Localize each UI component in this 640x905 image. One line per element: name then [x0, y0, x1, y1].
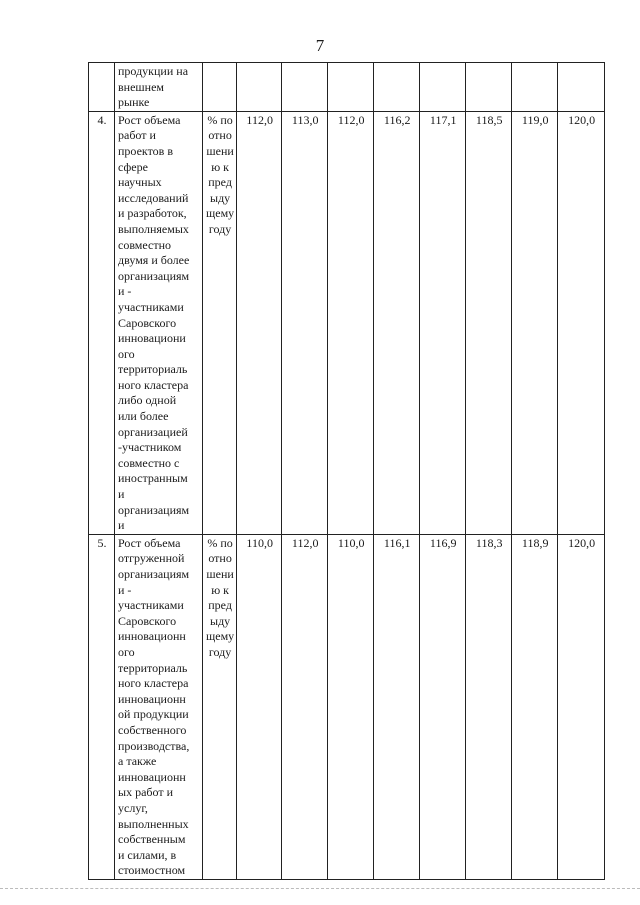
value-cell: 112,0 [237, 111, 282, 534]
unit-line: ыду [210, 190, 231, 205]
value-cell: 116,2 [374, 111, 420, 534]
indicator-name-line: территориаль [118, 660, 188, 675]
indicator-name-line: участниками [118, 299, 184, 314]
indicator-name-line: организацией [118, 424, 188, 439]
indicator-name-cell [115, 111, 203, 534]
indicator-name-line: продукции на [118, 64, 189, 78]
value-cell [512, 63, 558, 112]
indicator-name-line: и - [118, 284, 132, 299]
indicator-name-line: рынке [118, 95, 150, 110]
indicator-name-line: участниками [118, 598, 184, 613]
value-cell [237, 63, 282, 112]
indicator-name-line: инновациони [118, 331, 186, 346]
value-cell: 110,0 [328, 534, 374, 879]
value-cell: 112,0 [328, 111, 374, 534]
indicator-name-line: Рост объема [118, 535, 181, 550]
value-cell: 118,9 [512, 534, 558, 879]
indicator-name-line: ой продукции [118, 707, 189, 722]
row-number-cell [89, 63, 115, 112]
indicator-name-line: собственным [118, 832, 186, 847]
indicator-name-line: проектов в [118, 143, 173, 158]
indicators-table [88, 62, 605, 880]
indicator-name-cell [115, 534, 203, 879]
indicator-name-line: ых работ и [118, 785, 174, 800]
indicator-name-line: собственного [118, 722, 187, 737]
indicator-name-line: ого [118, 346, 135, 361]
indicator-name-line: стоимостном [118, 863, 186, 878]
indicator-name-line: либо одной [118, 393, 177, 408]
table-row [89, 63, 605, 112]
unit-cell [203, 111, 237, 534]
value-cell: 112,0 [282, 534, 328, 879]
indicator-name-line: организациям [118, 567, 190, 581]
indicator-name-line: отгруженной [118, 551, 185, 566]
value-cell: 118,3 [466, 534, 512, 879]
indicator-name-line: выполненных [118, 816, 189, 831]
indicator-name-line: производства, [118, 738, 190, 753]
unit-line: ыду [210, 613, 231, 628]
value-cell: 119,0 [512, 111, 558, 534]
unit-line: шени [206, 567, 234, 581]
indicator-name-line: и разработок, [118, 206, 187, 221]
value-cell: 116,9 [420, 534, 466, 879]
indicator-name-line: а также [118, 754, 157, 769]
row-number-cell: 5. [89, 534, 115, 879]
indicator-name-line: инновационн [118, 769, 186, 784]
indicator-name-line: -участником [118, 440, 182, 455]
unit-line: ю к [211, 159, 229, 174]
unit-line: % по [207, 535, 233, 550]
indicator-name-line: или более [118, 409, 169, 424]
indicator-name-line: Саровского [118, 315, 177, 330]
indicator-name-line: и [118, 518, 125, 533]
indicator-name-line: и силами, в [118, 847, 177, 862]
value-cell: 110,0 [237, 534, 282, 879]
unit-line: ю к [211, 582, 229, 597]
indicator-name-line: ного кластера [118, 377, 189, 392]
page-number: 7 [315, 36, 325, 55]
unit-line: шени [206, 143, 234, 158]
indicator-name-line: совместно с [118, 455, 180, 470]
footer-rule [0, 888, 640, 889]
indicator-name-line: Саровского [118, 613, 177, 628]
indicator-name-line: внешнем [118, 79, 164, 94]
indicator-name-line: работ и [118, 128, 156, 143]
value-cell [420, 63, 466, 112]
value-cell: 117,1 [420, 111, 466, 534]
indicator-name-cell [115, 63, 203, 112]
table-row [89, 111, 605, 534]
indicator-name-line: организациям [118, 268, 190, 283]
indicator-name-line: и - [118, 582, 132, 597]
indicator-name-line: территориаль [118, 362, 188, 377]
value-cell: 120,0 [558, 534, 605, 879]
indicator-name-line: совместно [118, 237, 171, 252]
unit-line: % по [207, 112, 233, 127]
indicator-name-line: инновационн [118, 691, 186, 706]
value-cell [466, 63, 512, 112]
value-cell [282, 63, 328, 112]
indicator-name-line: организациям [118, 502, 190, 517]
indicator-name-line: выполняемых [118, 221, 189, 236]
value-cell: 116,1 [374, 534, 420, 879]
unit-cell [203, 63, 237, 112]
indicator-name-line: научных [118, 175, 162, 190]
value-cell [374, 63, 420, 112]
row-number-cell: 4. [89, 111, 115, 534]
unit-line: щему [206, 206, 235, 221]
value-cell: 113,0 [282, 111, 328, 534]
value-cell [558, 63, 605, 112]
unit-line: пред [208, 175, 232, 190]
indicator-name-line: Рост объема [118, 112, 181, 127]
indicator-name-line: и [118, 487, 125, 502]
unit-line: году [208, 644, 232, 659]
indicator-name-line: сфере [118, 159, 148, 174]
unit-line: году [208, 221, 232, 236]
unit-line: щему [206, 629, 235, 644]
value-cell [328, 63, 374, 112]
unit-cell [203, 534, 237, 879]
indicator-name-line: инновационн [118, 629, 186, 644]
indicator-name-line: двумя и более [118, 253, 190, 268]
indicator-name-line: исследований [118, 190, 189, 205]
table-row [89, 534, 605, 879]
indicator-name-line: ого [118, 644, 135, 659]
unit-line: пред [208, 598, 232, 613]
indicator-name-line: иностранным [118, 471, 188, 486]
value-cell: 118,5 [466, 111, 512, 534]
unit-line: отно [208, 128, 232, 143]
indicator-name-line: ного кластера [118, 676, 189, 691]
indicator-name-line: услуг, [118, 800, 148, 815]
value-cell: 120,0 [558, 111, 605, 534]
unit-line: отно [208, 551, 232, 566]
